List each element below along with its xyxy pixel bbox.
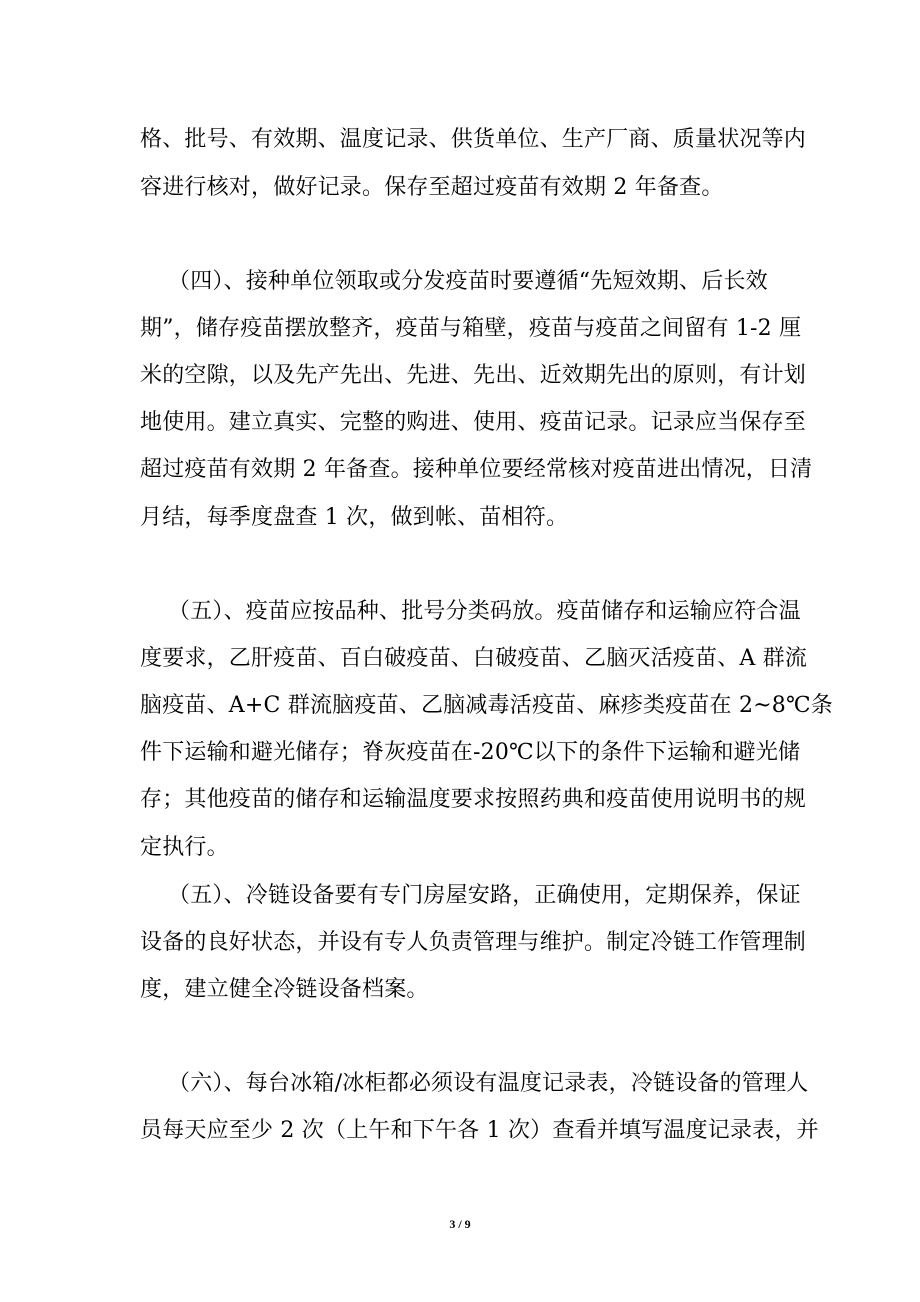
text-line: 脑疫苗、A+C 群流脑疫苗、乙脑减毒活疫苗、麻疹类疫苗在 2~8℃条	[140, 693, 833, 718]
text-line: 员每天应至少 2 次（上午和下午各 1 次）查看并填写温度记录表，并	[140, 1118, 819, 1143]
text-line: （四）、接种单位领取或分发疫苗时要遵循“先短效期、后长效	[168, 269, 768, 294]
text-line: 月结，每季度盘查 1 次，做到帐、苗相符。	[140, 505, 569, 530]
text-line: （五）、冷链设备要有专门房屋安路，正确使用，定期保养，保证	[168, 883, 801, 908]
text-line: （六）、每台冰箱/冰柜都必须设有温度记录表，冷链设备的管理人	[168, 1071, 809, 1096]
text-line: 定执行。	[140, 835, 229, 860]
text-line: 格、批号、有效期、温度记录、供货单位、生产厂商、质量状况等内	[140, 127, 807, 152]
text-line: 件下运输和避光储存；脊灰疫苗在-20℃以下的条件下运输和避光储	[140, 740, 801, 765]
text-line: 期”，储存疫苗摆放整齐，疫苗与箱壁，疫苗与疫苗之间留有 1-2 厘	[140, 316, 802, 341]
text-line: 超过疫苗有效期 2 年备查。接种单位要经常核对疫苗进出情况，日清	[140, 457, 813, 482]
text-line: 设备的良好状态，并设有专人负责管理与维护。制定冷链工作管理制	[140, 930, 807, 955]
page-number: 3 / 9	[449, 1217, 471, 1231]
text-line: 容进行核对，做好记录。保存至超过疫苗有效期 2 年备查。	[140, 175, 724, 200]
text-line: 地使用。建立真实、完整的购进、使用、疫苗记录。记录应当保存至	[140, 410, 807, 435]
text-line: 存；其他疫苗的储存和运输温度要求按照药典和疫苗使用说明书的规	[140, 787, 807, 812]
text-line: （五）、疫苗应按品种、批号分类码放。疫苗储存和运输应符合温	[168, 599, 801, 624]
text-line: 度要求，乙肝疫苗、百白破疫苗、白破疫苗、乙脑灭活疫苗、A 群流	[140, 646, 808, 671]
text-line: 度，建立健全冷链设备档案。	[140, 977, 429, 1002]
text-line: 米的空隙，以及先产先出、先进、先出、近效期先出的原则，有计划	[140, 363, 807, 388]
